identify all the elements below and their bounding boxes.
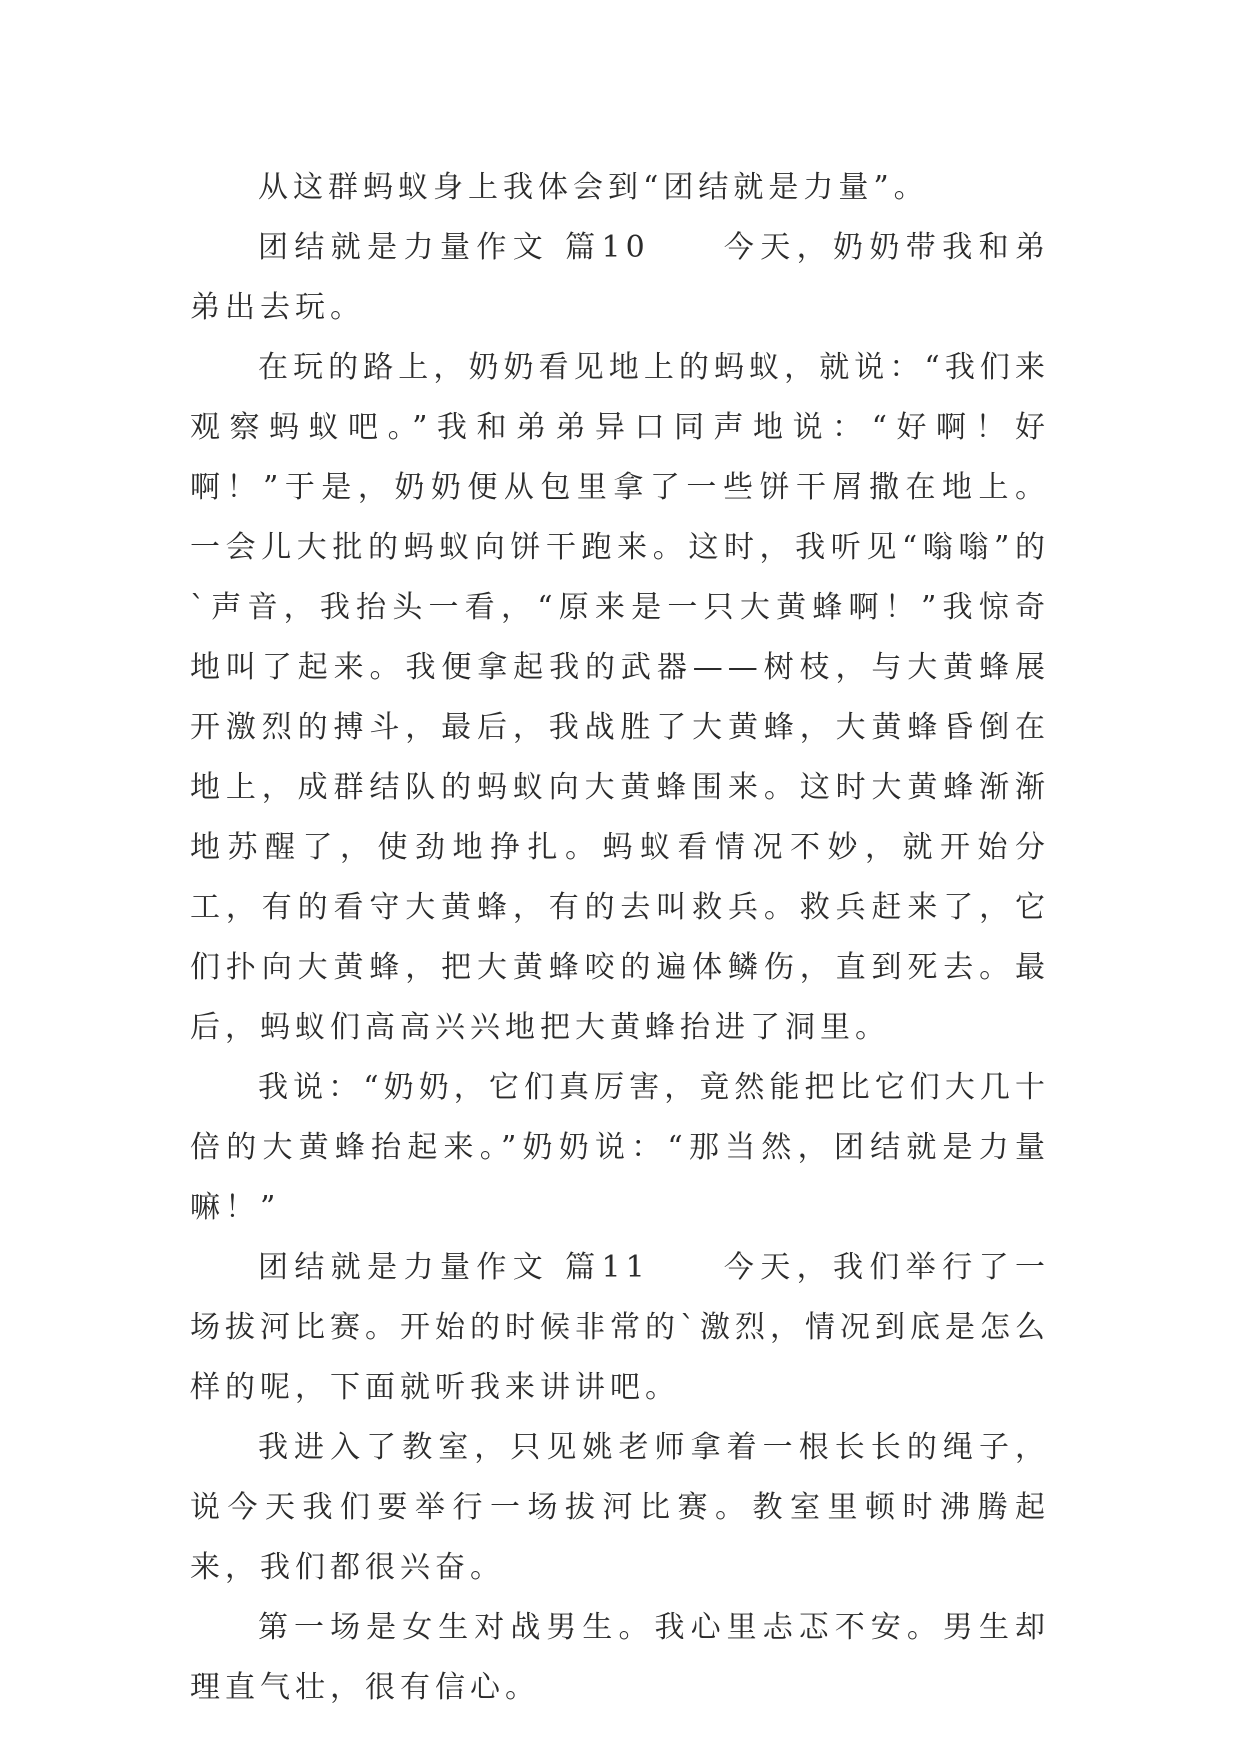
paragraph: 从这群蚂蚁身上我体会到“团结就是力量”。 (258, 170, 929, 205)
paragraph: 在玩的路上，奶奶看见地上的蚂蚁，就说：“我们来观察蚂蚁吧。”我和弟弟异口同声地说：“好啊！好啊！”于是，奶奶便从包里拿了一些饼干屑撒在地上。一会儿大批的蚂蚁向饼干跑来。这时，我听见“嗡嗡”的`声音，我抬头一看，“原来是一只大黄蜂啊！”我惊奇地叫了起来。我便拿起我的武器——树枝，与大黄蜂展开激烈的搏斗，最后，我战胜了大黄蜂，大黄蜂昏倒在地上，成群结队的蚂蚁向大黄蜂围来。这时大黄蜂渐渐地苏醒了，使劲地挣扎。蚂蚁看情况不妙，就开始分工，有的看守大黄蜂，有的去叫救兵。救兵赶来了，它们扑向大黄蜂，把大黄蜂咬的遍体鳞伤，直到死去。最后，蚂蚁们高高兴兴地把大黄蜂抬进了洞里。 (190, 350, 1050, 1045)
paragraph-heading-11: 团结就是力量作文 篇11 今天，我们举行了一场拔河比赛。开始的时候非常的`激烈，情况到底是怎么样的呢，下面就听我来讲讲吧。 (190, 1250, 1050, 1405)
paragraph-heading-10: 团结就是力量作文 篇10 今天，奶奶带我和弟弟出去玩。 (190, 230, 1050, 325)
document-body (190, 158, 1050, 1718)
paragraph: 第一场是女生对战男生。我心里忐忑不安。男生却理直气壮，很有信心。 (190, 1610, 1050, 1705)
paragraph: 我说：“奶奶，它们真厉害，竟然能把比它们大几十倍的大黄蜂抬起来。”奶奶说：“那当然，团结就是力量嘛！” (190, 1070, 1050, 1225)
paragraph: 我进入了教室，只见姚老师拿着一根长长的绳子，说今天我们要举行一场拔河比赛。教室里顿时沸腾起来，我们都很兴奋。 (190, 1430, 1050, 1585)
